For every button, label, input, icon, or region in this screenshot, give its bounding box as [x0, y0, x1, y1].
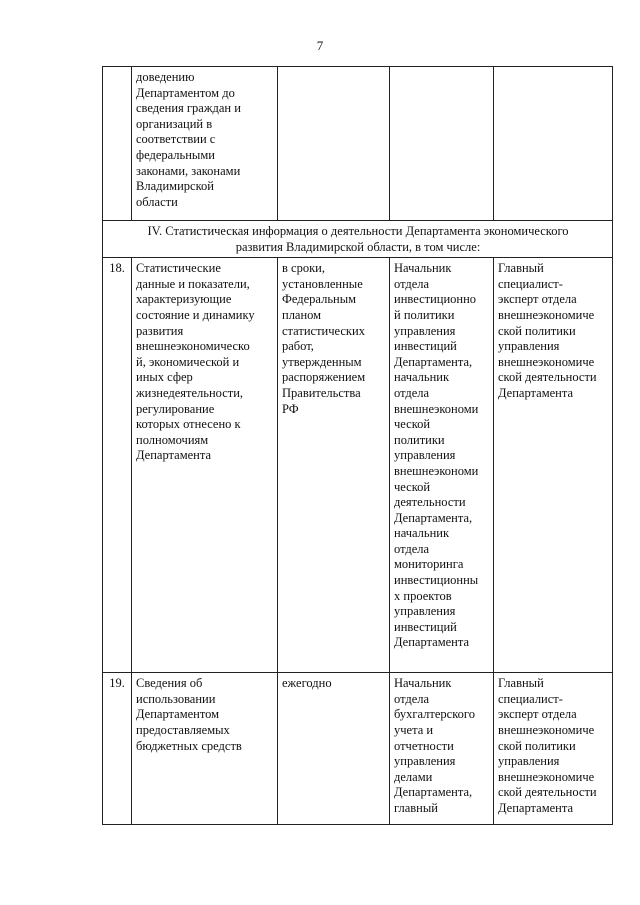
info-name-cell: Сведения об использовании Департаментом предоставляемых бюджетных средств: [132, 673, 278, 825]
responsible-cell: [390, 67, 494, 221]
page-number: 7: [316, 38, 324, 53]
row-number: 18.: [103, 258, 132, 673]
info-name-cell: Статистические данные и показатели, характеризующие состояние и динамику развития внешнеэкономическо й, экономической и иных сфер жизнедеятельности, регулирование которых отнесено к полномочиям Департамента: [132, 258, 278, 673]
row-number: [103, 67, 132, 221]
responsible-cell: Начальник отдела бухгалтерского учета и отчетности управления делами Департамента, главный: [390, 673, 494, 825]
executor-cell: [494, 67, 613, 221]
deadline-cell: ежегодно: [278, 673, 390, 825]
executor-cell: Главный специалист- эксперт отдела внешнеэкономиче ской политики управления внешнеэкономиче ской деятельности Департамента: [494, 258, 613, 673]
responsible-cell: Начальник отдела инвестиционно й политики управления инвестиций Департамента, начальник отдела внешнеэкономи ческой политики управления внешнеэкономи ческой деятельности Департамента, начальник отдела мониторинга инвестиционны х проектов управления инвестиций Департамента: [390, 258, 494, 673]
table-row: [103, 258, 613, 673]
row-number: 19.: [103, 673, 132, 825]
table-row: [103, 673, 613, 825]
info-name-cell: доведению Департаментом до сведения граждан и организаций в соответствии с федеральными законами, законами Владимирской области: [132, 67, 278, 221]
table-row: [103, 67, 613, 221]
deadline-cell: в сроки, установленные Федеральным планом статистических работ, утвержденным распоряжением Правительства РФ: [278, 258, 390, 673]
section-iv-heading: IV. Статистическая информация о деятельности Департамента экономического развития Владимирской области, в том числе:: [103, 221, 613, 258]
section-header-row: [103, 221, 613, 258]
information-table: [102, 66, 613, 825]
executor-cell: Главный специалист- эксперт отдела внешнеэкономиче ской политики управления внешнеэкономиче ской деятельности Департамента: [494, 673, 613, 825]
deadline-cell: [278, 67, 390, 221]
